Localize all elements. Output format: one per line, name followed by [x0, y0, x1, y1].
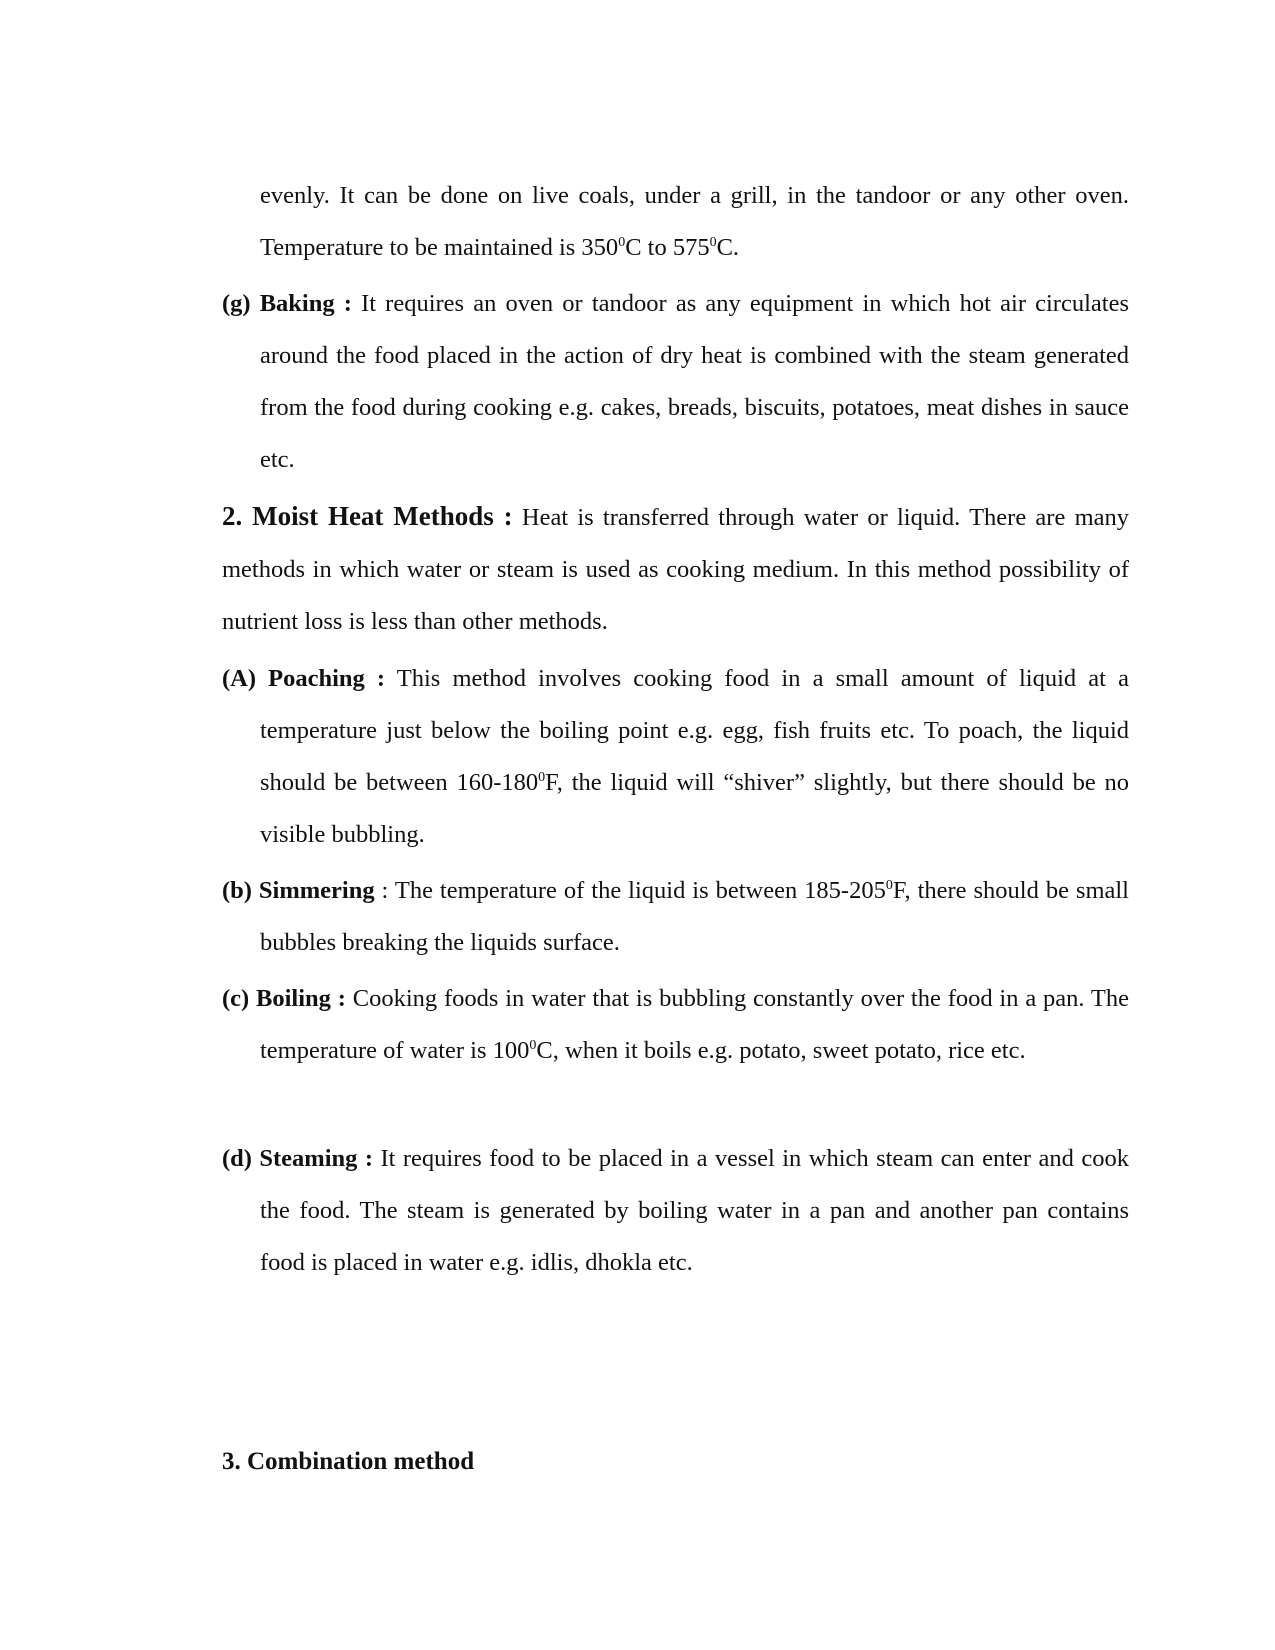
baking-label: (g) Baking :: [222, 290, 352, 317]
moist-heat-paragraph: [222, 490, 1129, 648]
degree-superscript: 0: [618, 235, 626, 250]
degree-superscript: 0: [538, 770, 546, 785]
continued-text-part-3: C.: [716, 234, 740, 261]
simmering-text-part-2: F, there should be small bubbles breaking the liquids surface.: [260, 877, 1129, 956]
degree-superscript: 0: [529, 1038, 537, 1053]
continued-text-part-2: C to 575: [625, 234, 710, 261]
poaching-label: (A) Poaching :: [222, 665, 386, 692]
degree-superscript: 0: [709, 235, 717, 250]
poaching-paragraph: [222, 653, 1129, 861]
continued-text-part-1: evenly. It can be done on live coals, under a grill, in the tandoor or any other oven. Temperature to be maintained is 350: [260, 182, 1129, 261]
boiling-text-part-2: C, when it boils e.g. potato, sweet potato, rice etc.: [536, 1037, 1026, 1064]
moist-heat-heading: 2. Moist Heat Methods :: [222, 501, 513, 531]
boiling-text-part-1: Cooking foods in water that is bubbling constantly over the food in a pan. The temperature of water is 100: [260, 985, 1129, 1064]
continued-paragraph: [260, 170, 1129, 274]
baking-paragraph: [222, 278, 1129, 486]
steaming-text: It requires food to be placed in a vessel in which steam can enter and cook the food. The steam is generated by boiling water in a pan and another pan contains food is placed in water e.g. idlis, dhokla etc.: [260, 1145, 1129, 1276]
steaming-label: (d) Steaming :: [222, 1145, 374, 1172]
poaching-text-part-2: F, the liquid will “shiver” slightly, but there should be no visible bubbling.: [260, 769, 1129, 848]
simmering-paragraph: [222, 865, 1129, 969]
boiling-label: (c) Boiling :: [222, 985, 346, 1012]
degree-superscript: 0: [885, 878, 893, 893]
steaming-paragraph: [222, 1133, 1129, 1289]
boiling-paragraph: [222, 973, 1129, 1077]
moist-heat-text: Heat is transferred through water or liquid. There are many methods in which water or steam is used as cooking medium. In this method possibility of nutrient loss is less than other methods.: [222, 504, 1129, 635]
simmering-label: (b) Simmering: [222, 877, 375, 904]
baking-text: It requires an oven or tandoor as any equipment in which hot air circulates around the food placed in the action of dry heat is combined with the steam generated from the food during cooking e.g. cakes, breads, biscuits, potatoes, meat dishes in sauce etc.: [260, 290, 1129, 473]
simmering-text-part-1: : The temperature of the liquid is between 185-205: [374, 877, 886, 904]
poaching-text-part-1: This method involves cooking food in a small amount of liquid at a temperature just below the boiling point e.g. egg, fish fruits etc. To poach, the liquid should be between 160-180: [260, 665, 1129, 796]
combination-method-heading: 3. Combination method: [222, 1448, 475, 1475]
